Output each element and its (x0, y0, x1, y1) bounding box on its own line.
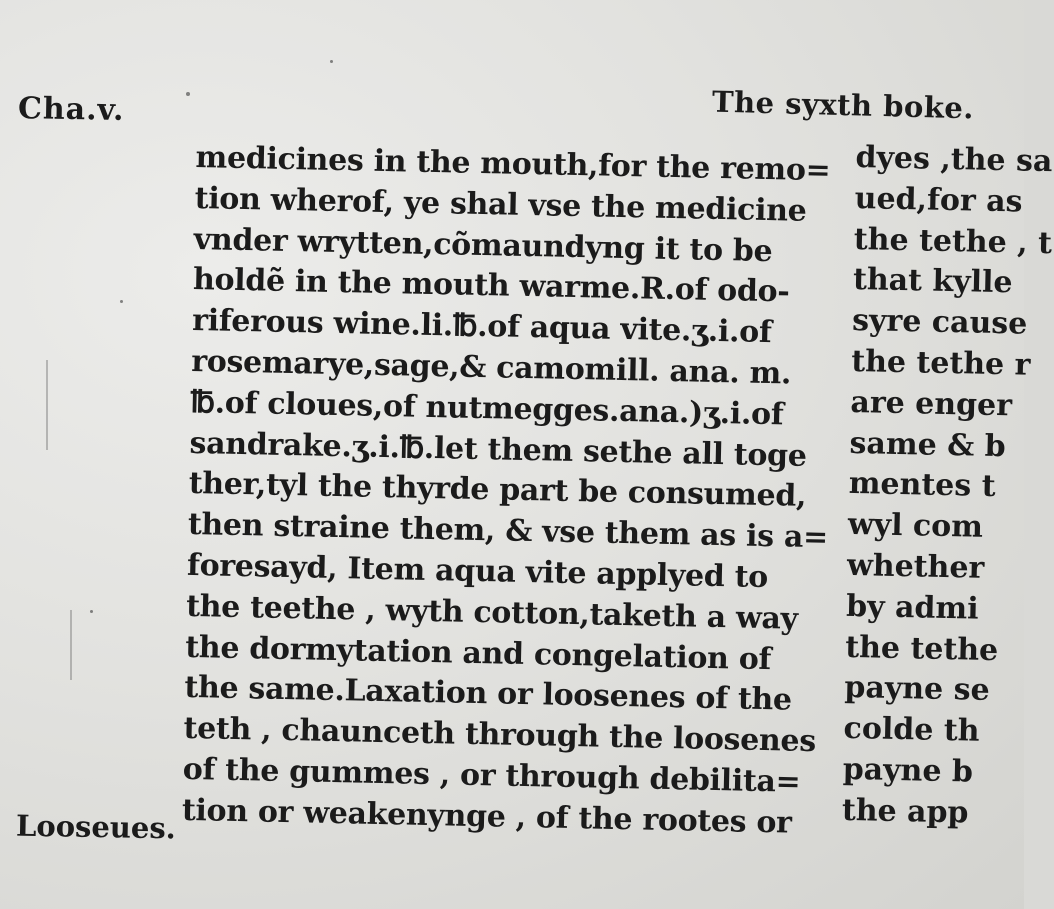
text-line: teth , chaunceth through the loosenes (183, 711, 817, 760)
side-text-line: are enger (850, 384, 1013, 424)
ink-speck (90, 610, 93, 613)
text-line: holdẽ in the mouth warme.R.of odo- (192, 262, 790, 310)
text-line: rosemarye,sage,& camomill. ana. m. (190, 343, 792, 392)
text-line: the dormytation and congelation of (184, 629, 772, 677)
side-text-line: the tethe (844, 629, 999, 668)
side-text-line: colde th (843, 711, 980, 749)
side-text-line: by admi (845, 588, 979, 627)
text-line: then straine them, & vse them as is a= (187, 507, 829, 556)
side-text-line: the tethe r (850, 343, 1031, 383)
text-line: foresayd, Item aqua vite applyed to (186, 547, 769, 596)
side-text-column (841, 138, 1053, 835)
side-text-line: wyl com (847, 507, 984, 545)
text-line: ℔.of cloues,of nutmegges.ana.)ʒ.i.of (190, 384, 784, 433)
side-text-line: the app (841, 792, 969, 831)
text-line: ther,tyl the thyrde part be consumed, (188, 466, 807, 515)
ink-speck (186, 92, 190, 96)
side-text-line: payne se (844, 670, 990, 709)
side-text-line: ued,for as (854, 180, 1023, 220)
text-line: tion wherof, ye shal vse the medicine (194, 180, 807, 229)
side-text-line: mentes t (848, 466, 996, 505)
text-line: sandrake.ʒ.i.℔.let them sethe all toge (189, 425, 807, 474)
side-text-line: that kylle (852, 262, 1013, 301)
marginal-note: Looseues. (15, 808, 177, 846)
side-text-line: syre cause (851, 303, 1028, 342)
margin-scratch (70, 610, 72, 680)
side-text-line: dyes ,the sa (855, 139, 1053, 180)
text-line: tion or weakenynge , of the rootes or (181, 792, 792, 841)
side-text-line: same & b (849, 425, 1007, 464)
text-line: the teethe , wyth cotton,taketh a way (185, 588, 799, 637)
text-line: riferous wine.li.℔.of aqua vite.ʒ.i.of (191, 303, 772, 351)
chapter-header: Cha.v. (17, 91, 125, 128)
text-line: medicines in the mouth,for the remo= (195, 139, 831, 189)
book-header: The syxth boke. (711, 84, 975, 126)
margin-scratch (46, 360, 48, 450)
text-line: of the gummes , or through debilita= (182, 751, 801, 800)
text-line: vnder wrytten,cõmaundyng it to be (193, 221, 773, 269)
ink-speck (330, 60, 333, 63)
side-text-line: the tethe , t (853, 221, 1053, 261)
side-text-line: whether (846, 547, 985, 586)
main-text-column (181, 138, 855, 845)
text-line: the same.Laxation or loosenes of the (184, 670, 793, 718)
ink-speck (120, 300, 123, 303)
side-text-line: payne b (842, 751, 974, 790)
